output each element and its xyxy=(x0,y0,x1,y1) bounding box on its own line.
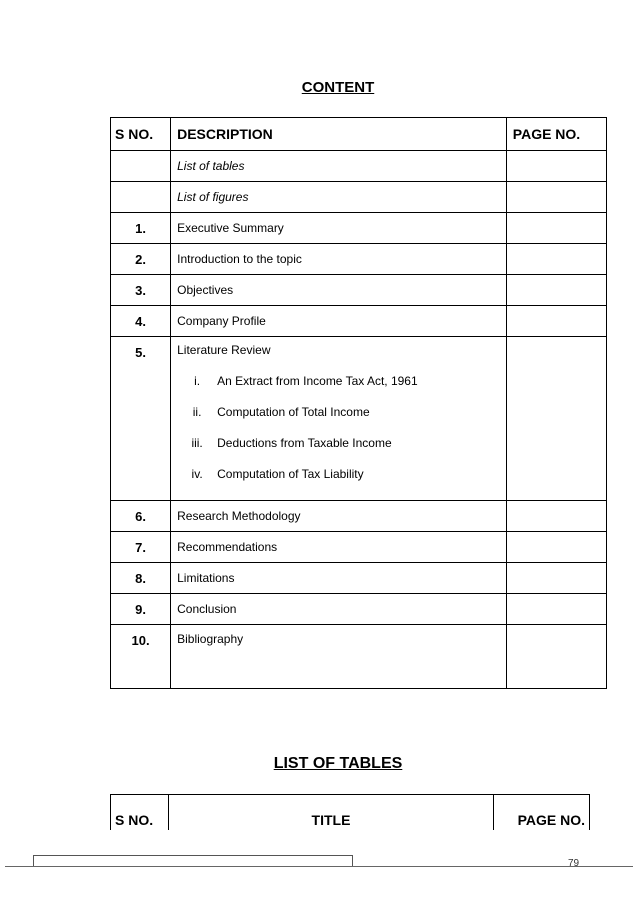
description-cell: Objectives xyxy=(171,275,507,306)
description-cell: Recommendations xyxy=(171,532,507,563)
page-cell xyxy=(506,563,606,594)
sno-cell: 5. xyxy=(111,337,171,501)
description-cell: Executive Summary xyxy=(171,213,507,244)
description-cell: List of tables xyxy=(171,151,507,182)
header-description: DESCRIPTION xyxy=(171,118,507,151)
sub-item-numeral: iii. xyxy=(191,436,203,450)
description-cell: Bibliography xyxy=(171,625,507,689)
table-row xyxy=(111,532,607,563)
sno-cell: 9. xyxy=(111,594,171,625)
list-of-tables-heading: LIST OF TABLES xyxy=(273,755,403,772)
contents-header-row xyxy=(111,118,607,151)
literature-review-title: Literature Review xyxy=(177,343,271,357)
table-row xyxy=(111,151,607,182)
sno-cell xyxy=(111,182,171,213)
sno-cell: 10. xyxy=(111,625,171,689)
description-cell: Conclusion xyxy=(171,594,507,625)
sno-cell: 1. xyxy=(111,213,171,244)
table-row xyxy=(111,244,607,275)
sub-item-numeral: i. xyxy=(194,374,201,388)
sub-item-text: Computation of Tax Liability xyxy=(217,467,364,481)
description-cell: Research Methodology xyxy=(171,501,507,532)
sub-item-text: Computation of Total Income xyxy=(217,405,370,419)
header-page-no: PAGE NO. xyxy=(506,118,606,151)
sub-item xyxy=(177,436,506,450)
description-cell xyxy=(171,337,507,501)
page-cell xyxy=(506,337,606,501)
sub-item-numeral: ii. xyxy=(192,405,202,419)
sub-item-numeral: iv. xyxy=(191,467,203,481)
description-cell: List of figures xyxy=(171,182,507,213)
sno-cell xyxy=(111,151,171,182)
footer-rule xyxy=(5,866,633,867)
list-of-tables-header-row xyxy=(111,795,590,831)
table-row xyxy=(111,625,607,689)
header-sno: S NO. xyxy=(111,118,171,151)
sub-item-text: An Extract from Income Tax Act, 1961 xyxy=(217,374,418,388)
sub-item xyxy=(177,467,506,481)
list-of-tables-table xyxy=(110,794,590,830)
table-row xyxy=(111,213,607,244)
table-row xyxy=(111,594,607,625)
sub-item xyxy=(177,405,506,419)
page-cell xyxy=(506,213,606,244)
description-cell: Company Profile xyxy=(171,306,507,337)
page-cell xyxy=(506,625,606,689)
sno-cell: 3. xyxy=(111,275,171,306)
sno-cell: 7. xyxy=(111,532,171,563)
table-row xyxy=(111,501,607,532)
sno-cell: 6. xyxy=(111,501,171,532)
page-cell xyxy=(506,501,606,532)
lot-header-sno: S NO. xyxy=(111,795,169,831)
page-cell xyxy=(506,594,606,625)
sno-cell: 8. xyxy=(111,563,171,594)
content-heading: CONTENT xyxy=(301,79,375,96)
page-cell xyxy=(506,532,606,563)
lot-header-page-no: PAGE NO. xyxy=(494,795,590,831)
description-cell: Limitations xyxy=(171,563,507,594)
page-cell xyxy=(506,306,606,337)
table-row xyxy=(111,182,607,213)
page-cell xyxy=(506,182,606,213)
page-cell xyxy=(506,151,606,182)
sub-item-text: Deductions from Taxable Income xyxy=(217,436,392,450)
footer-tab-shape xyxy=(33,855,353,866)
sub-item xyxy=(177,374,506,388)
page-cell xyxy=(506,275,606,306)
page-cell xyxy=(506,244,606,275)
lot-header-title: TITLE xyxy=(169,795,494,831)
contents-table xyxy=(110,117,607,689)
table-row-literature-review xyxy=(111,337,607,501)
table-row xyxy=(111,563,607,594)
table-row xyxy=(111,275,607,306)
sno-cell: 4. xyxy=(111,306,171,337)
page-number: 79 xyxy=(568,858,580,869)
description-cell: Introduction to the topic xyxy=(171,244,507,275)
sno-cell: 2. xyxy=(111,244,171,275)
table-row xyxy=(111,306,607,337)
